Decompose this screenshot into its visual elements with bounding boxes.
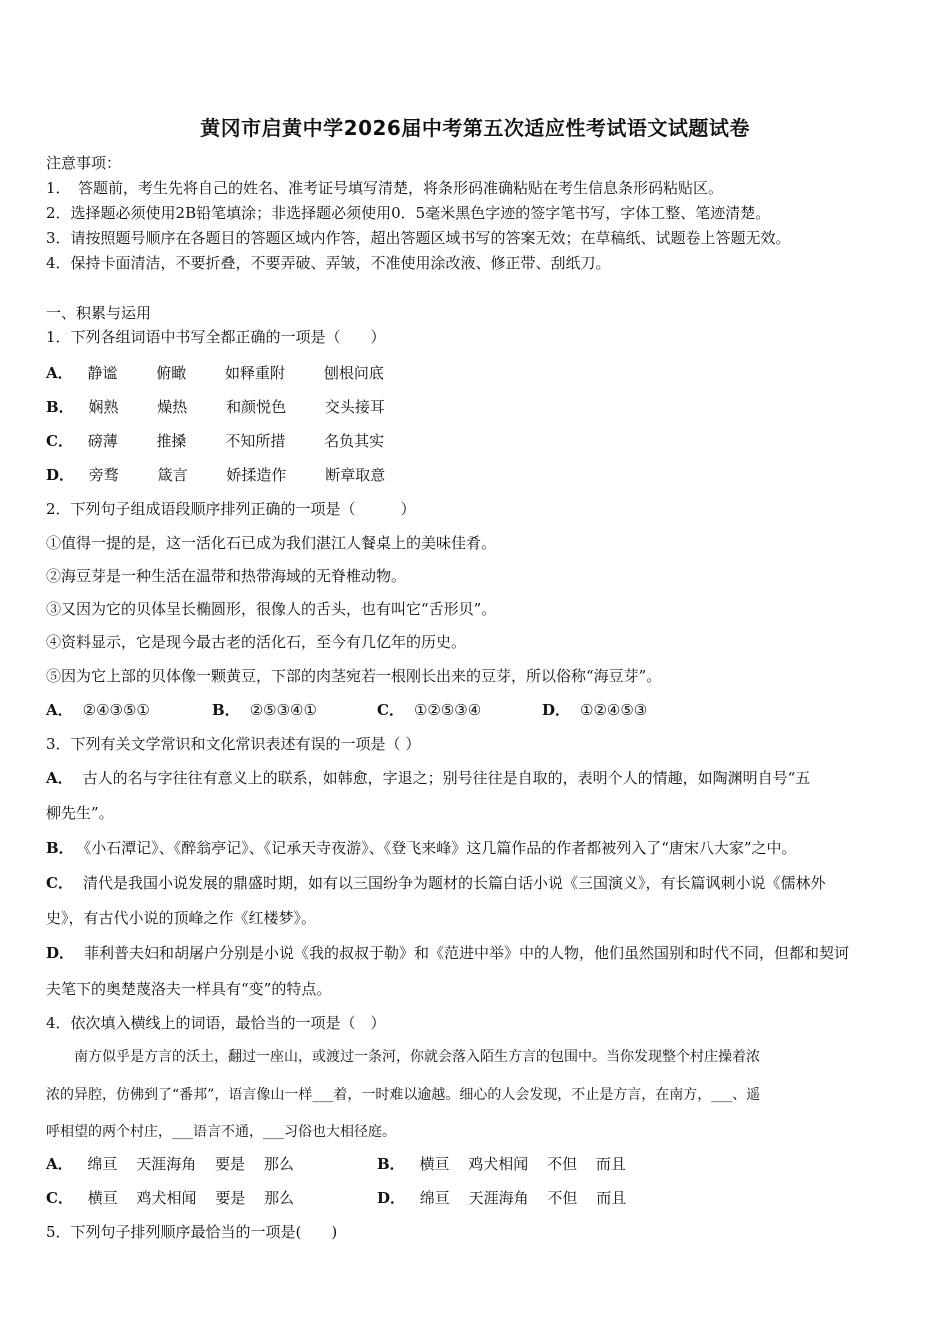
option-word: 天涯海角 <box>136 1155 197 1173</box>
option-word: 那么 <box>264 1189 295 1207</box>
option-word: 刨根问底 <box>323 364 384 382</box>
option-label: B． <box>212 701 240 719</box>
option-word: 旁骛 <box>88 466 119 484</box>
option-label: A． <box>46 769 73 787</box>
option-text: ①②⑤③④ <box>413 701 482 719</box>
option-word: 而且 <box>595 1155 626 1173</box>
q2-sentence: ③又因为它的贝体呈长椭圆形，很像人的舌头，也有叫它“舌形贝”。 <box>46 600 497 618</box>
option-word: 俯瞰 <box>156 364 187 382</box>
q2-sentence: ②海豆芽是一种生活在温带和热带海域的无脊椎动物。 <box>46 567 407 585</box>
option-label: B． <box>46 839 74 857</box>
q2-option-a <box>46 699 150 720</box>
q4-option-b <box>377 1153 626 1174</box>
option-label: C． <box>46 1189 73 1207</box>
question-2-stem: 2．下列句子组成语段顺序排列正确的一项是（ ） <box>46 500 416 518</box>
question-5-stem: 5．下列句子排列顺序最恰当的一项是( ) <box>46 1223 338 1241</box>
q4-option-c <box>46 1187 294 1208</box>
q1-option-d <box>46 464 419 485</box>
option-word: 磅薄 <box>87 432 118 450</box>
option-word: 不但 <box>547 1155 578 1173</box>
option-text: 清代是我国小说发展的鼎盛时期，如有以三国纷争为题材的长篇白话小说《三国演义》，有长篇讽刺小说《儒林外 <box>82 874 826 892</box>
option-word: 而且 <box>596 1189 627 1207</box>
option-word: 天涯海角 <box>468 1189 529 1207</box>
notice-item: 2．选择题必须使用2B铅笔填涂；非选择题必须使用0．5毫米黑色字迹的签字笔书写，字体工整、笔迹清楚。 <box>46 204 771 222</box>
q3-option-a <box>46 767 810 788</box>
option-label: C． <box>46 432 73 450</box>
q2-sentence: ⑤因为它上部的贝体像一颗黄豆，下部的肉茎宛若一根刚长出来的豆芽，所以俗称“海豆芽”。 <box>46 667 662 685</box>
option-word: 横亘 <box>87 1189 118 1207</box>
q3-option-c-cont: 史》，有古代小说的顶峰之作《红楼梦》。 <box>46 909 317 927</box>
option-word: 断章取意 <box>325 466 386 484</box>
option-word: 推搡 <box>156 432 187 450</box>
option-word: 静谧 <box>87 364 118 382</box>
option-word: 名负其实 <box>324 432 385 450</box>
section-heading: 一、积累与运用 <box>46 304 152 322</box>
option-word: 娴熟 <box>88 398 119 416</box>
option-word: 娇揉造作 <box>226 466 287 484</box>
option-label: D． <box>377 1189 406 1207</box>
q3-option-a-cont: 柳先生”。 <box>46 804 114 822</box>
option-label: D． <box>46 466 75 484</box>
q1-option-b <box>46 396 419 417</box>
option-word: 要是 <box>215 1189 246 1207</box>
q2-option-c <box>377 699 481 720</box>
notice-item: 1． 答题前，考生先将自己的姓名、准考证号填写清楚，将条形码准确粘贴在考生信息条形码粘贴区。 <box>46 179 724 197</box>
option-label: A． <box>46 364 73 382</box>
q4-passage-line: 浓的异腔，仿佛到了“番邦”，语言像山一样___着，一时难以逾越。细心的人会发现，不止是方言，在南方，___、遥 <box>46 1087 761 1103</box>
q3-option-d-cont: 夫笔下的奥楚蔑洛夫一样具有“变”的特点。 <box>46 980 332 998</box>
q4-option-a <box>46 1153 294 1174</box>
q1-option-a <box>46 362 418 383</box>
option-word: 鸡犬相闻 <box>136 1189 197 1207</box>
question-1-stem: 1．下列各组词语中书写全都正确的一项是（ ） <box>46 328 386 346</box>
option-text: ②⑤③④① <box>249 701 317 719</box>
option-word: 鸡犬相闻 <box>468 1155 529 1173</box>
page-title: 黄冈市启黄中学2026届中考第五次适应性考试语文试题试卷 <box>200 116 750 140</box>
option-label: C． <box>46 874 73 892</box>
q2-sentence: ①值得一提的是，这一活化石已成为我们湛江人餐桌上的美味佳肴。 <box>46 534 497 552</box>
option-label: C． <box>377 701 404 719</box>
q4-passage-line: 呼相望的两个村庄，___语言不通，___习俗也大相径庭。 <box>46 1124 396 1140</box>
question-3-stem: 3．下列有关文学常识和文化常识表述有误的一项是（ ） <box>46 735 421 753</box>
option-word: 和颜悦色 <box>226 398 287 416</box>
notice-heading: 注意事项： <box>46 154 122 172</box>
notice-item: 4．保持卡面清洁，不要折叠，不要弄破、弄皱，不准使用涂改液、修正带、刮纸刀。 <box>46 254 611 272</box>
option-word: 那么 <box>263 1155 294 1173</box>
option-label: B． <box>377 1155 405 1173</box>
q4-passage-line: 南方似乎是方言的沃土，翻过一座山，或渡过一条河，你就会落入陌生方言的包围中。当你发现整个村庄操着浓 <box>46 1049 760 1065</box>
q1-option-c <box>46 430 418 451</box>
q4-option-d <box>377 1187 626 1208</box>
option-word: 燥热 <box>157 398 188 416</box>
q2-option-d <box>542 699 647 720</box>
option-word: 绵亘 <box>419 1189 450 1207</box>
option-label: A． <box>46 1155 73 1173</box>
question-4-stem: 4．依次填入横线上的词语，最恰当的一项是（ ） <box>46 1014 386 1032</box>
option-text: ②④③⑤① <box>82 701 150 719</box>
option-text: 古人的名与字往往有意义上的联系，如韩愈，字退之；别号往往是自取的，表明个人的情趣，如陶渊明自号“五 <box>82 769 811 787</box>
option-label: D． <box>542 701 571 719</box>
q3-option-c <box>46 872 825 893</box>
option-label: B． <box>46 398 74 416</box>
option-label: A． <box>46 701 73 719</box>
q2-option-b <box>212 699 317 720</box>
option-label: D． <box>46 944 75 962</box>
q3-option-d <box>46 942 849 963</box>
q2-sentence: ④资料显示，它是现今最古老的活化石，至今有几亿年的历史。 <box>46 633 467 651</box>
option-word: 不知所措 <box>225 432 286 450</box>
q3-option-b <box>46 837 797 858</box>
option-word: 如释重附 <box>225 364 286 382</box>
notice-item: 3．请按照题号顺序在各题目的答题区域内作答，超出答题区域书写的答案无效；在草稿纸、试题卷上答题无效。 <box>46 229 791 247</box>
option-word: 绵亘 <box>87 1155 118 1173</box>
option-word: 不但 <box>547 1189 578 1207</box>
option-text: 《小石潭记》、《醉翁亭记》、《记承天寺夜游》、《登飞来峰》这几篇作品的作者都被列入了“唐宋八大家”之中。 <box>83 839 797 857</box>
option-word: 交头接耳 <box>324 398 385 416</box>
option-text: ①②④⑤③ <box>580 701 648 719</box>
option-word: 要是 <box>215 1155 246 1173</box>
option-word: 横亘 <box>419 1155 450 1173</box>
option-text: 菲利普夫妇和胡屠户分别是小说《我的叔叔于勒》和《范进中举》中的人物，他们虽然国别和时代不同，但都和契诃 <box>84 944 850 962</box>
option-word: 箴言 <box>157 466 188 484</box>
